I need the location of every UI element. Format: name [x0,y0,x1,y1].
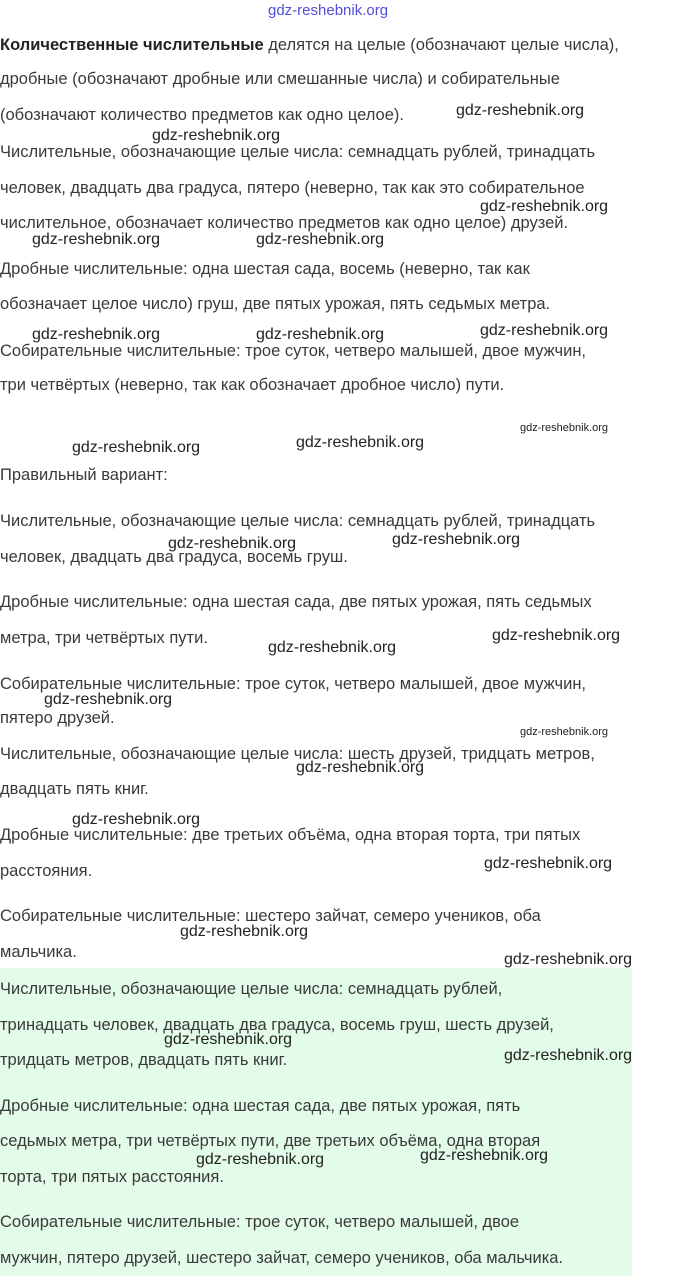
text-line: Собирательные числительные: трое суток, четверо малышей, двое мужчин, [0,675,587,693]
watermark: gdz-reshebnik.org [196,1151,325,1168]
correct-variant-label: Правильный вариант: [0,466,168,484]
watermark: gdz-reshebnik.org [32,326,161,343]
term-bold: Количественные числительные [0,36,264,54]
watermark: gdz-reshebnik.org [520,422,609,434]
watermark: gdz-reshebnik.org [392,531,521,548]
watermark: gdz-reshebnik.org [180,923,309,940]
watermark: gdz-reshebnik.org [296,759,425,776]
text-line: Собирательные числительные: трое суток, четверо малышей, двое [0,1213,520,1231]
watermark: gdz-reshebnik.org [32,231,161,248]
text-line: тридцать метров, двадцать пять книг. [0,1051,288,1069]
watermark: gdz-reshebnik.org [268,639,397,656]
text-line: Дробные числительные: одна шестая сада, две пятых урожая, пять [0,1097,521,1115]
watermark: gdz-reshebnik.org [484,855,613,872]
watermark: gdz-reshebnik.org [256,231,385,248]
text-line: числительное, обозначает количество предметов как одно целое) друзей. [0,214,569,232]
text-line: тринадцать человек, двадцать два градуса, восемь груш, шесть друзей, [0,1016,554,1034]
text-line: пятеро друзей. [0,709,115,727]
text-line: метра, три четвёртых пути. [0,629,208,647]
intro-line-1: Количественные числительные делятся на целые (обозначают целые числа), [0,36,619,54]
watermark: gdz-reshebnik.org [456,102,585,119]
watermark: gdz-reshebnik.org [492,627,621,644]
text-line: мальчика. [0,943,77,961]
text-line: седьмых метра, три четвёртых пути, две третьих объёма, одна вторая [0,1132,541,1150]
watermark: gdz-reshebnik.org [256,326,385,343]
text-line: Дробные числительные: две третьих объёма, одна вторая торта, три пятых [0,826,581,844]
text-line: Числительные, обозначающие целые числа: семнадцать рублей, тринадцать [0,143,596,161]
watermark: gdz-reshebnik.org [164,1031,293,1048]
text-line: Собирательные числительные: шестеро зайчат, семеро учеников, оба [0,907,541,925]
text-line: три четвёртых (неверно, так как обозначает дробное число) пути. [0,376,505,394]
intro-line-3: (обозначают количество предметов как одно целое). [0,106,404,124]
text-line: расстояния. [0,862,93,880]
watermark: gdz-reshebnik.org [520,726,609,738]
watermark: gdz-reshebnik.org [168,535,297,552]
intro-line-2: дробные (обозначают дробные или смешанные числа) и собирательные [0,70,560,88]
text-line: обозначает целое число) груш, две пятых урожая, пять седьмых метра. [0,295,551,313]
watermark: gdz-reshebnik.org [72,439,201,456]
watermark: gdz-reshebnik.org [44,691,173,708]
text-line: Дробные числительные: одна шестая сада, восемь (неверно, так как [0,260,530,278]
watermark: gdz-reshebnik.org [268,2,389,19]
text-line: двадцать пять книг. [0,780,149,798]
watermark: gdz-reshebnik.org [504,1047,633,1064]
watermark: gdz-reshebnik.org [420,1147,549,1164]
text-line: мужчин, пятеро друзей, шестеро зайчат, семеро учеников, оба мальчика. [0,1249,564,1267]
watermark: gdz-reshebnik.org [72,811,201,828]
watermark: gdz-reshebnik.org [296,434,425,451]
text-line: Числительные, обозначающие целые числа: семнадцать рублей, тринадцать [0,512,596,530]
text-line: Числительные, обозначающие целые числа: семнадцать рублей, [0,980,503,998]
text-line: человек, двадцать два градуса, пятеро (неверно, так как это собирательное [0,179,585,197]
watermark: gdz-reshebnik.org [504,951,633,968]
watermark: gdz-reshebnik.org [152,127,281,144]
text-line: торта, три пятых расстояния. [0,1168,224,1186]
watermark: gdz-reshebnik.org [480,322,609,339]
text-line: Собирательные числительные: трое суток, четверо малышей, двое мужчин, [0,342,587,360]
text-line: человек, двадцать два градуса, восемь груш. [0,548,348,566]
text-line: Числительные, обозначающие целые числа: шесть друзей, тридцать метров, [0,745,595,763]
watermark: gdz-reshebnik.org [480,198,609,215]
text-line: Дробные числительные: одна шестая сада, две пятых урожая, пять седьмых [0,593,592,611]
